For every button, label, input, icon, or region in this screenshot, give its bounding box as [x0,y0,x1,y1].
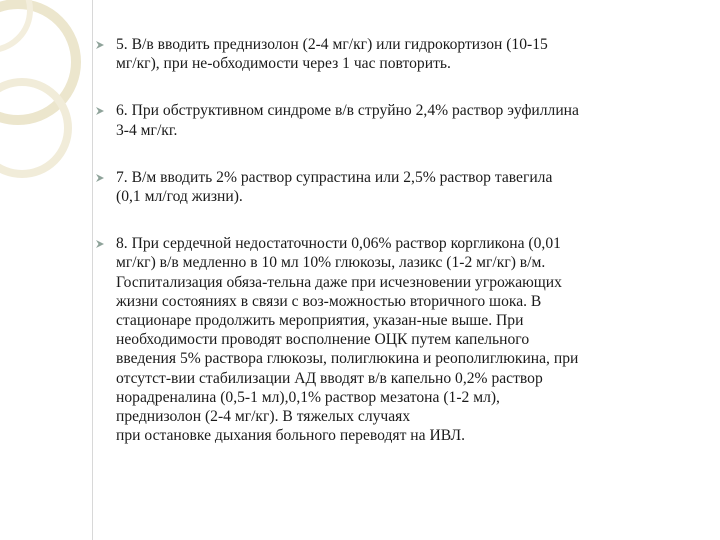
bullet-icon [95,173,105,183]
bullet-icon [95,106,105,116]
list-item [95,168,710,206]
bullet-icon [95,40,105,50]
list-item-text: 7. В/м вводить 2% раствор супрастина или 2,5% раствор тавегила (0,1 мл/год жизни). [116,168,553,206]
bullet-icon [95,239,105,249]
bullet-list [95,35,710,445]
list-item [95,35,710,73]
list-item [95,234,710,445]
list-item-text: 6. При обструктивном синдроме в/в струйно 2,4% раствор эуфиллина 3-4 мг/кг. [116,102,579,139]
list-item [95,101,710,139]
list-item-text: 5. В/в вводить преднизолон (2-4 мг/кг) или гидрокортизон (10-15 мг/кг), при не-обходимости через 1 час повторить. [116,36,548,73]
decorative-circles [0,0,100,200]
list-item-text: 8. При сердечной недостаточности 0,06% раствор коргликона (0,01 мг/кг) в/в медленно в 10 мл 10% глюкозы, лазикс (1-2 мг/кг) в/м. Госпитализация обяза-тельна даже при исчезновении угрожающих жизни состояниях в связи с воз-можностью вторичного шока. В стационаре продолжить мероприятия, указан-ные выше. При необходимости проводят восполнение ОЦК путем капельного введения 5% раствора глюкозы, полиглюкина и реополиглюкина, при отсутст-вии стабилизации АД вводят в/в капельно 0,2% раствор норадреналина (0,5-1 мл),0,1% раствор мезатона (1-2 мл), преднизолон (2-4 мг/кг). В тяжелых случаях при остановке дыхания больного переводят на ИВЛ. [116,235,579,445]
sidebar-divider [92,0,93,540]
